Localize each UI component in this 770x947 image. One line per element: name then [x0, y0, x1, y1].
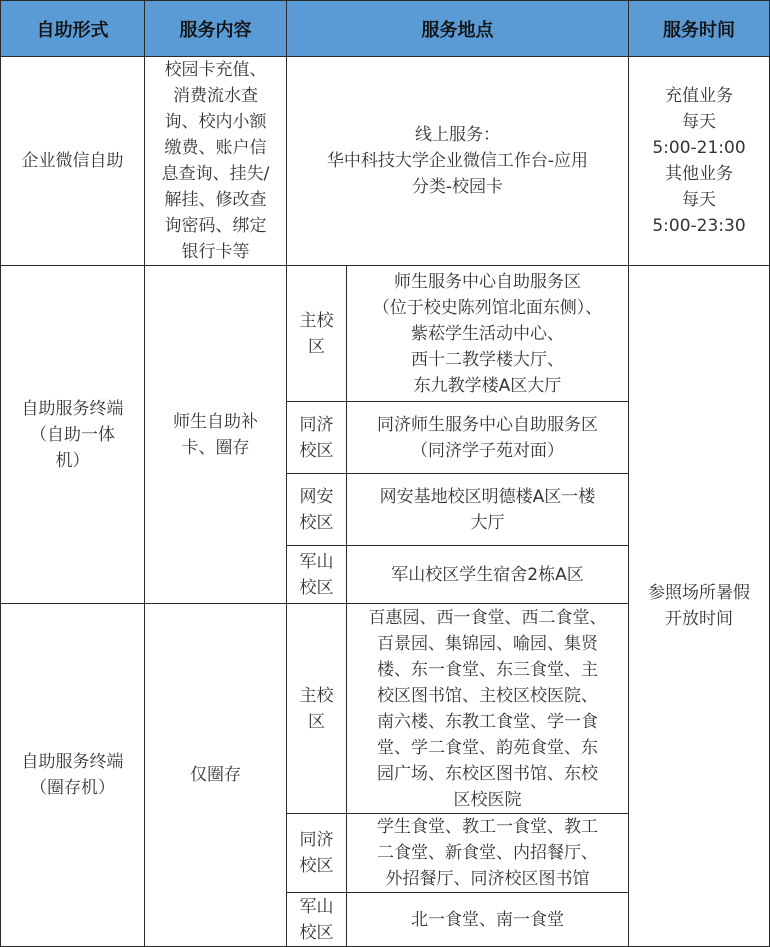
content-terminal-loading: 仅圈存 [145, 604, 287, 947]
form-line: 自助服务终端 [21, 398, 124, 419]
row-wechat [1, 57, 770, 266]
form-line: （圈存机） [30, 778, 115, 798]
campus-line: 同济 [299, 414, 334, 435]
location-line: 分类-校园卡 [411, 177, 504, 197]
time-line: 每天 [682, 112, 716, 132]
place-line: 园广场、东校区图书馆、东校 [377, 763, 598, 784]
place-line: 百景园、集锦园、喻园、集贤 [377, 633, 598, 654]
form-wechat: 企业微信自助 [1, 57, 145, 266]
place-tongji [347, 814, 629, 893]
campus-line: 校区 [299, 440, 334, 461]
header-time: 服务时间 [629, 1, 770, 57]
place-junshan: 北一食堂、南一食堂 [347, 893, 629, 947]
place-line: 学生食堂、教工一食堂、教工 [377, 817, 598, 837]
campus-main [287, 604, 347, 814]
form-line: 机） [55, 450, 90, 471]
content-line: 卡、圈存 [181, 437, 250, 458]
campus-line: 校区 [299, 512, 334, 533]
time-line: 5:00-21:00 [652, 138, 746, 158]
place-tongji [347, 402, 629, 474]
place-line: 二食堂、新食堂、内招餐厅、 [377, 843, 598, 863]
campus-tongji [287, 814, 347, 893]
place-junshan: 军山校区学生宿舍2栋A区 [347, 546, 629, 604]
place-line: 南六楼、东教工食堂、学一食 [377, 711, 598, 732]
time-line: 参照场所暑假 [648, 583, 750, 603]
content-line: 询密码、绑定 [164, 216, 267, 236]
form-line: （自助一体 [30, 424, 115, 445]
content-terminal-all-in-one [145, 266, 287, 604]
header-row [1, 1, 770, 57]
content-line: 缴费、账户信 [164, 138, 267, 158]
campus-junshan [287, 546, 347, 604]
content-line: 消费流水查 [173, 86, 258, 106]
place-main [347, 604, 629, 814]
campus-line: 区 [308, 336, 325, 357]
place-line: 紫菘学生活动中心、 [411, 323, 564, 344]
header-location: 服务地点 [287, 1, 629, 57]
campus-line: 主校 [299, 310, 334, 331]
campus-main [287, 266, 347, 402]
place-line: （位于校史陈列馆北面东侧）、 [372, 297, 603, 318]
campus-line: 区 [308, 711, 325, 732]
location-line: 华中科技大学企业微信工作台-应用 [326, 151, 589, 171]
header-form: 自助形式 [1, 1, 145, 57]
content-wechat [145, 57, 287, 266]
content-line: 银行卡等 [181, 242, 250, 262]
header-content: 服务内容 [145, 1, 287, 57]
campus-line: 校区 [299, 922, 334, 943]
place-line: 网安基地校区明德楼A区一楼 [379, 486, 596, 507]
content-line: 师生自助补 [173, 411, 258, 432]
place-line: 师生服务中心自助服务区 [394, 271, 581, 292]
content-line: 校园卡充值、 [164, 60, 267, 80]
campus-line: 主校 [299, 685, 334, 706]
place-line: 堂、学二食堂、韵苑食堂、东 [377, 737, 598, 758]
campus-wangan [287, 474, 347, 546]
form-terminal-loading [1, 604, 145, 947]
content-line: 解挂、修改查 [164, 190, 267, 210]
place-line: 百惠园、西一食堂、西二食堂、 [368, 607, 607, 628]
place-wangan [347, 474, 629, 546]
time-line: 充值业务 [665, 86, 733, 106]
campus-tongji [287, 402, 347, 474]
time-line: 开放时间 [665, 609, 733, 629]
form-line: 自助服务终端 [21, 752, 124, 772]
location-line: 线上服务： [415, 125, 500, 145]
time-line: 5:00-23:30 [652, 216, 746, 236]
place-line: 东九教学楼A区大厅 [413, 375, 562, 396]
place-line: 校区图书馆、主校区校医院、 [377, 685, 598, 706]
campus-junshan [287, 893, 347, 947]
campus-line: 网安 [299, 486, 334, 507]
place-line: 楼、东一食堂、东三食堂、主 [377, 659, 598, 680]
campus-line: 军山 [299, 896, 334, 917]
place-line: （同济学子苑对面） [411, 440, 564, 461]
content-line: 询、校内小额 [164, 112, 267, 132]
campus-line: 校区 [299, 577, 334, 598]
campus-line: 军山 [299, 551, 334, 572]
place-line: 外招餐厅、同济校区图书馆 [385, 869, 590, 889]
campus-line: 校区 [299, 856, 334, 876]
time-line: 每天 [682, 190, 716, 210]
row-terminal-main [1, 266, 770, 402]
place-main [347, 266, 629, 402]
place-line: 同济师生服务中心自助服务区 [377, 414, 598, 435]
location-online [287, 57, 629, 266]
place-line: 大厅 [470, 512, 505, 533]
content-line: 息查询、挂失/ [161, 164, 270, 184]
time-terminals [629, 266, 770, 947]
place-line: 区校医院 [453, 789, 522, 810]
form-terminal-all-in-one [1, 266, 145, 604]
campus-line: 同济 [299, 830, 334, 850]
time-line: 其他业务 [665, 164, 733, 184]
time-wechat [629, 57, 770, 266]
place-line: 西十二教学楼大厅、 [411, 349, 564, 370]
